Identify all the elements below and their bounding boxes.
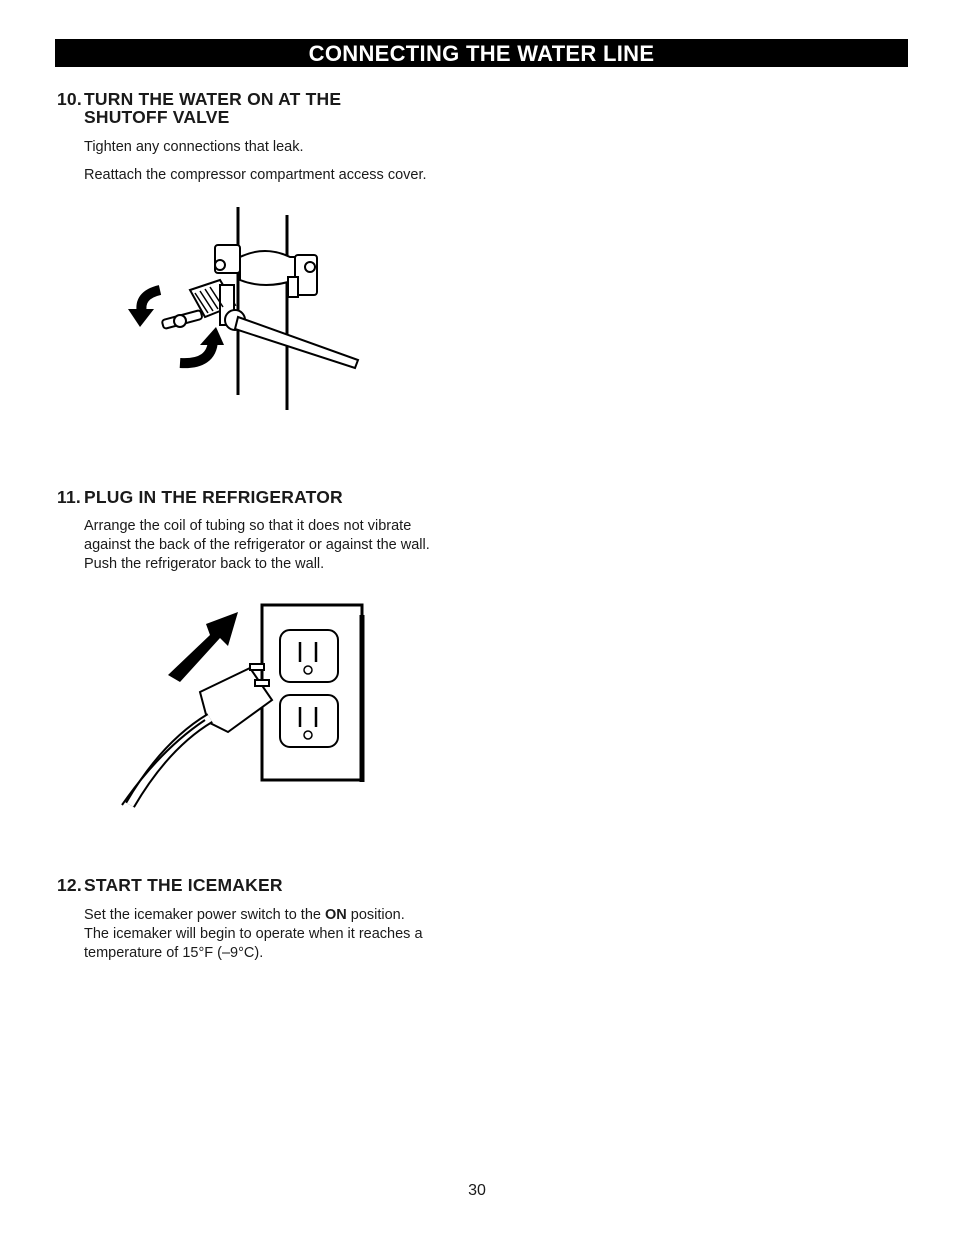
step-10-paragraph-1: Tighten any connections that leak. <box>84 139 304 155</box>
step-12-number: 12. <box>57 875 82 895</box>
step-12-line-2: The icemaker will begin to operate when it reaches a <box>84 926 423 942</box>
section-banner: CONNECTING THE WATER LINE <box>55 39 908 67</box>
step-10-title <box>57 90 341 126</box>
step-12-body <box>84 906 423 963</box>
shutoff-valve-illustration <box>120 205 370 415</box>
step-12-line-3: temperature of 15°F (–9°C). <box>84 945 264 961</box>
step-10-title-line2: SHUTOFF VALVE <box>84 107 230 127</box>
step-12-title <box>57 876 283 894</box>
plug-outlet-illustration <box>110 600 370 810</box>
step-11-line-3: Push the refrigerator back to the wall. <box>84 556 325 572</box>
step-11-body <box>84 517 430 574</box>
step-11-title-line1: PLUG IN THE REFRIGERATOR <box>84 487 343 507</box>
on-keyword: ON <box>324 907 347 923</box>
step-12-line-1 <box>84 906 423 925</box>
step-11-line-1: Arrange the coil of tubing so that it does not vibrate <box>84 518 412 534</box>
step-10-number: 10. <box>57 89 82 109</box>
step-10-paragraph-2: Reattach the compressor compartment access cover. <box>84 167 427 183</box>
page-number: 30 <box>468 1182 486 1199</box>
step-11-number: 11. <box>57 487 81 507</box>
step-12-line-1-end: position. <box>346 907 405 923</box>
step-10-body <box>84 138 427 185</box>
step-12-line-1-text: Set the icemaker power switch to the <box>84 907 325 923</box>
step-10-title-line1: TURN THE WATER ON AT THE <box>84 89 342 109</box>
step-12-title-line1: START THE ICEMAKER <box>84 875 283 895</box>
step-11-line-2: against the back of the refrigerator or against the wall. <box>84 537 430 553</box>
step-11-title <box>57 488 343 506</box>
